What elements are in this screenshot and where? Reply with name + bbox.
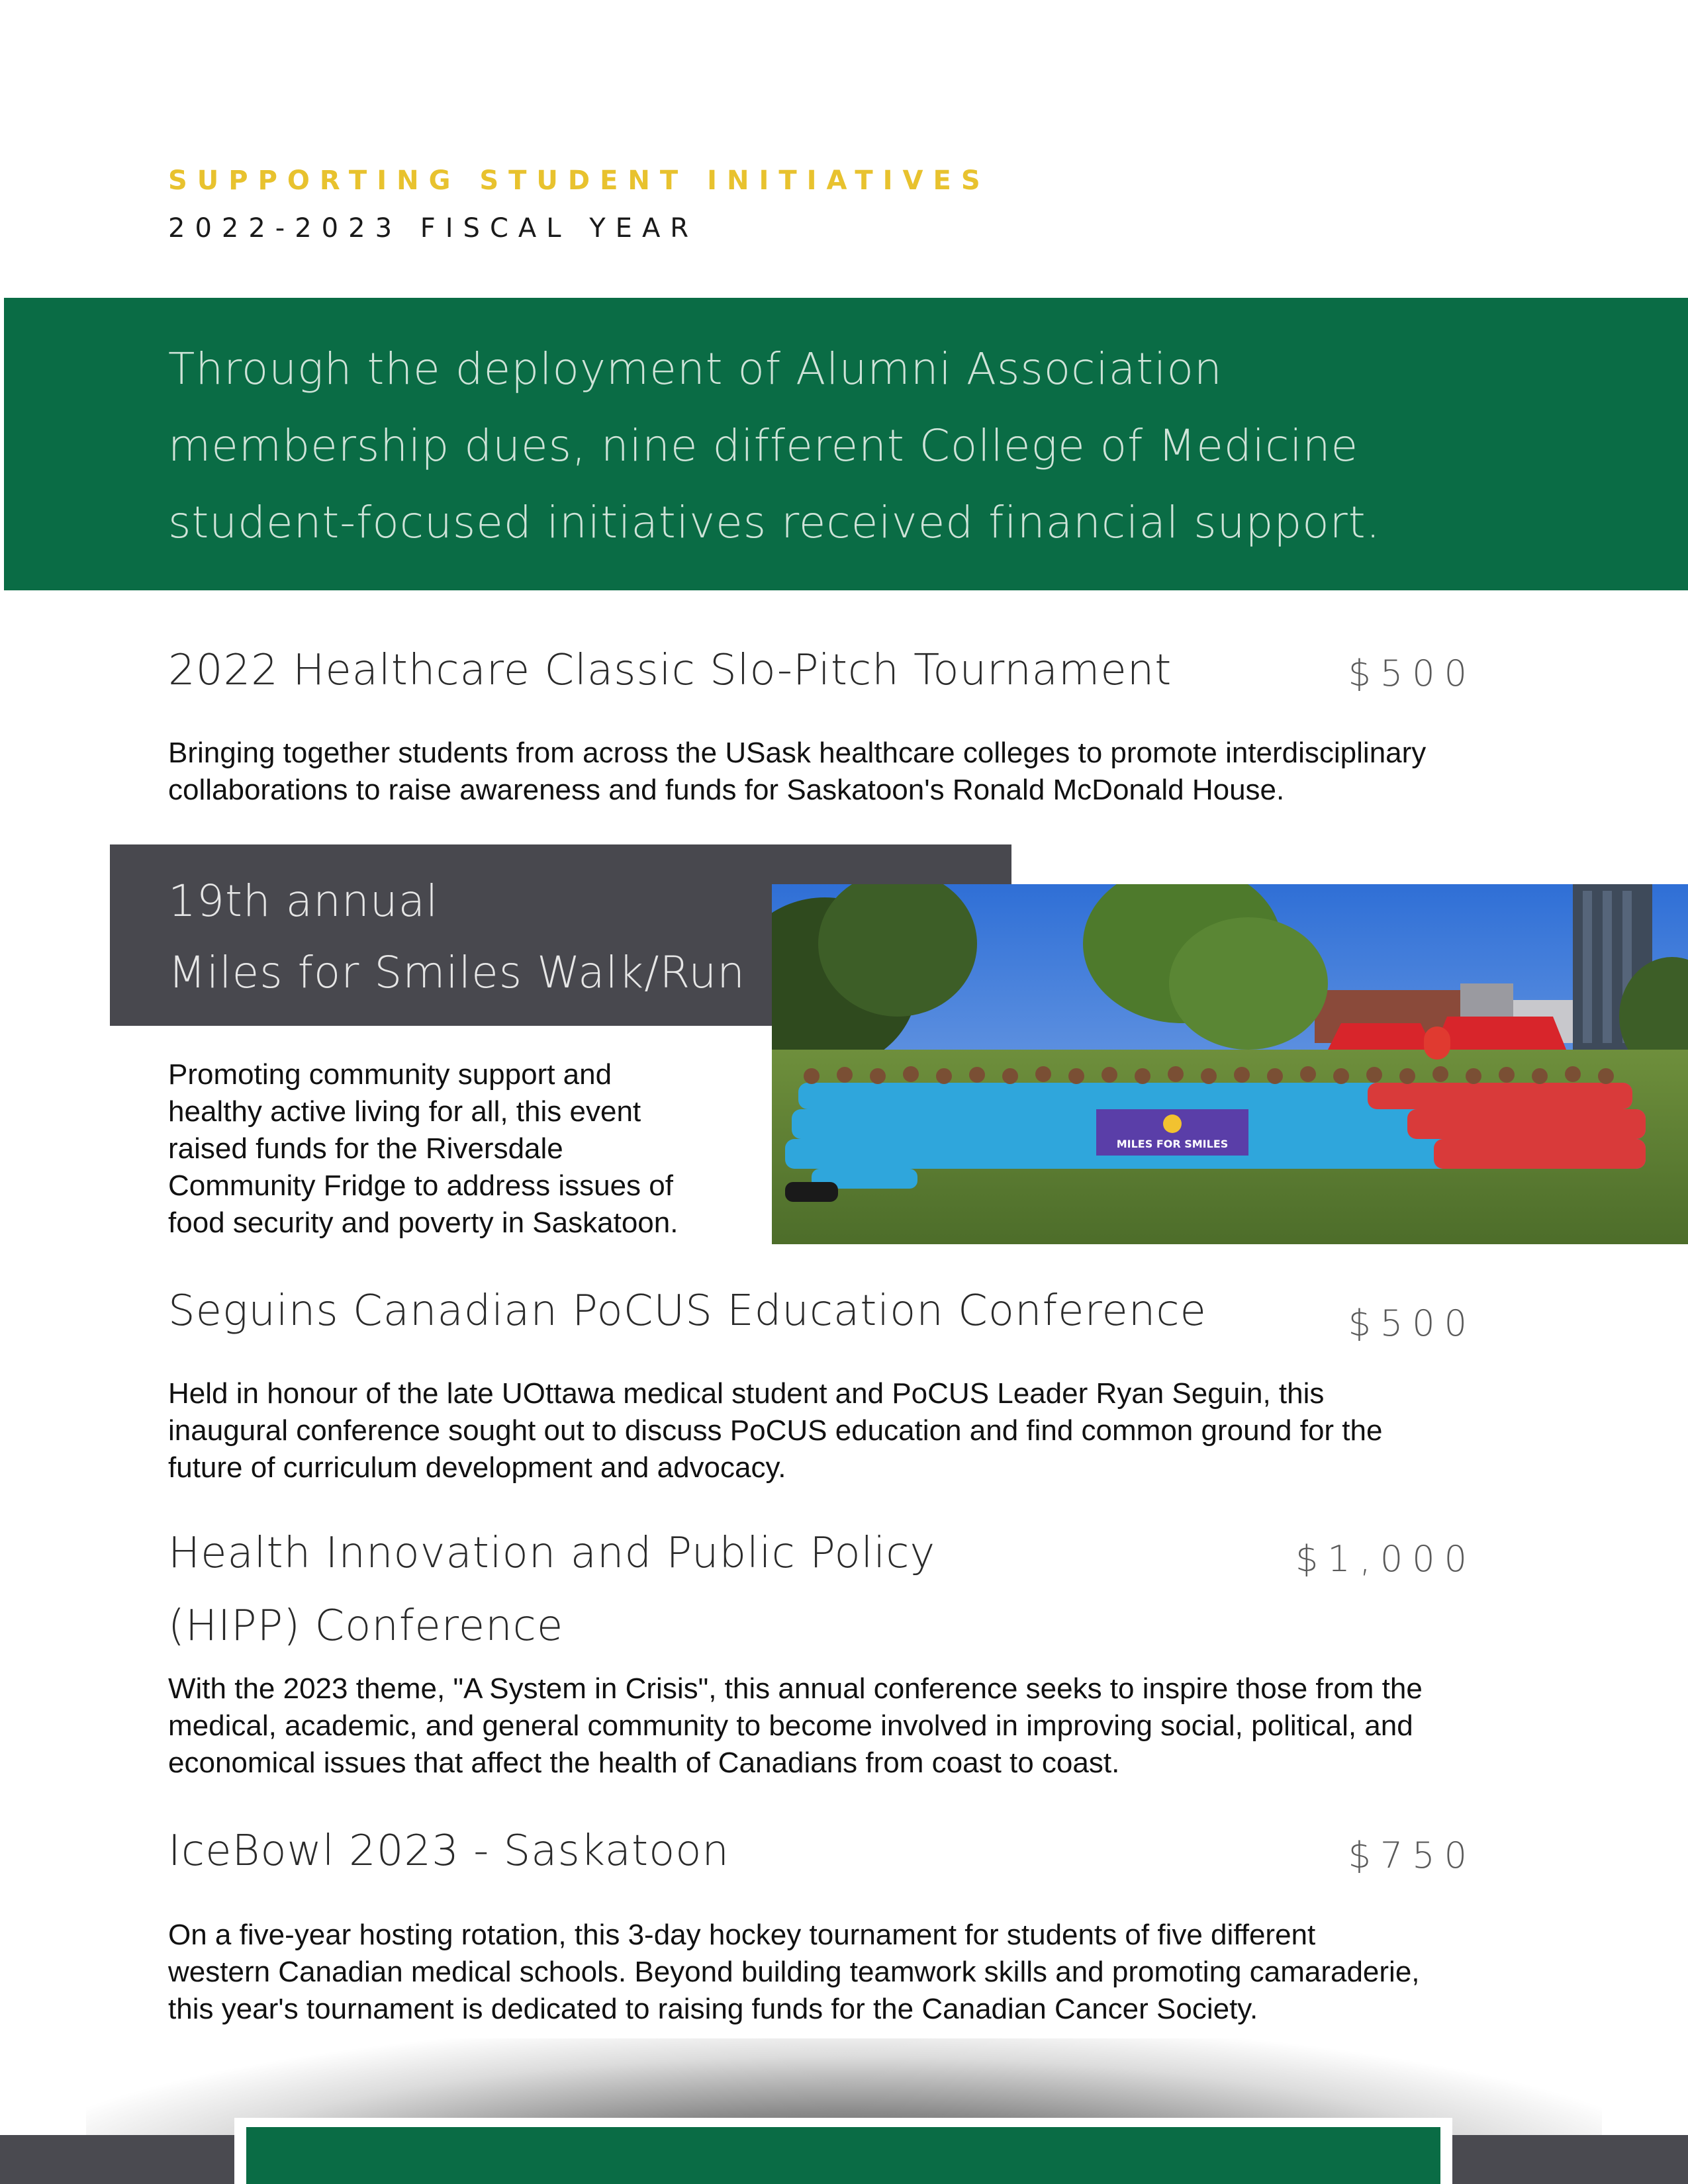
- description-line: Bringing together students from across the USask healthcare colleges to promote interdisciplinary: [168, 737, 1427, 769]
- description-line: healthy active living for all, this event: [168, 1095, 641, 1128]
- description-line: collaborations to raise awareness and funds for Saskatoon's Ronald McDonald House.: [168, 774, 1285, 806]
- intro-text: [168, 331, 1492, 561]
- intro-line: student-focused initiatives received financial support.: [168, 497, 1381, 548]
- title-line: 19th annual: [168, 876, 439, 927]
- initiative-title-icebowl: IceBowl 2023 - Saskatoon: [168, 1827, 729, 1876]
- description-line: inaugural conference sought out to discuss PoCUS education and find common ground for the: [168, 1414, 1383, 1447]
- description-line: future of curriculum development and advocacy.: [168, 1451, 786, 1484]
- initiative-amount-icebowl: $750: [1348, 1835, 1476, 1876]
- description-line: western Canadian medical schools. Beyond building teamwork skills and promoting camaraderie,: [168, 1956, 1420, 1988]
- initiative-title-miles-for-smiles: [168, 866, 745, 1009]
- description-line: With the 2023 theme, "A System in Crisis", this annual conference seeks to inspire those from the: [168, 1672, 1423, 1705]
- description-line: medical, academic, and general community to become involved in improving social, political, and: [168, 1709, 1413, 1742]
- description-line: economical issues that affect the health of Canadians from coast to coast.: [168, 1747, 1120, 1779]
- description-line: this year's tournament is dedicated to raising funds for the Canadian Cancer Society.: [168, 1993, 1258, 2025]
- footer-green-panel: [246, 2127, 1440, 2184]
- initiative-description-icebowl: [168, 1917, 1624, 2028]
- section-kicker: SUPPORTING STUDENT INITIATIVES: [168, 165, 990, 196]
- initiative-amount-slo-pitch: $500: [1348, 653, 1476, 694]
- title-line: Health Innovation and Public Policy: [168, 1529, 936, 1578]
- description-line: Community Fridge to address issues of: [168, 1169, 673, 1202]
- description-line: On a five-year hosting rotation, this 3-day hockey tournament for students of five different: [168, 1919, 1316, 1951]
- initiative-amount-hipp: $1,000: [1295, 1538, 1476, 1580]
- description-line: raised funds for the Riversdale: [168, 1132, 563, 1165]
- initiative-amount-pocus: $500: [1348, 1302, 1476, 1344]
- initiative-title-pocus: Seguins Canadian PoCUS Education Conference: [168, 1287, 1207, 1336]
- group-photo-illustration: [772, 884, 1688, 1244]
- initiative-description-slo-pitch: [168, 735, 1624, 809]
- initiative-description-pocus: [168, 1375, 1624, 1486]
- description-line: Promoting community support and: [168, 1058, 612, 1091]
- title-line: Miles for Smiles Walk/Run: [168, 947, 745, 998]
- title-line: (HIPP) Conference: [168, 1602, 564, 1651]
- fiscal-year: 2022-2023 FISCAL YEAR: [168, 213, 699, 244]
- banner-text: MILES FOR SMILES: [1116, 1138, 1229, 1150]
- initiative-description-miles-for-smiles: [168, 1056, 764, 1242]
- initiative-description-hipp: [168, 1670, 1624, 1782]
- miles-for-smiles-group-photo: [772, 884, 1688, 1244]
- description-line: food security and poverty in Saskatoon.: [168, 1206, 679, 1239]
- description-line: Held in honour of the late UOttawa medical student and PoCUS Leader Ryan Seguin, this: [168, 1377, 1325, 1410]
- initiative-title-slo-pitch: 2022 Healthcare Classic Slo-Pitch Tournament: [168, 646, 1172, 695]
- initiative-title-hipp: [168, 1517, 935, 1662]
- intro-line: membership dues, nine different College of Medicine: [168, 420, 1359, 471]
- intro-line: Through the deployment of Alumni Association: [168, 343, 1223, 394]
